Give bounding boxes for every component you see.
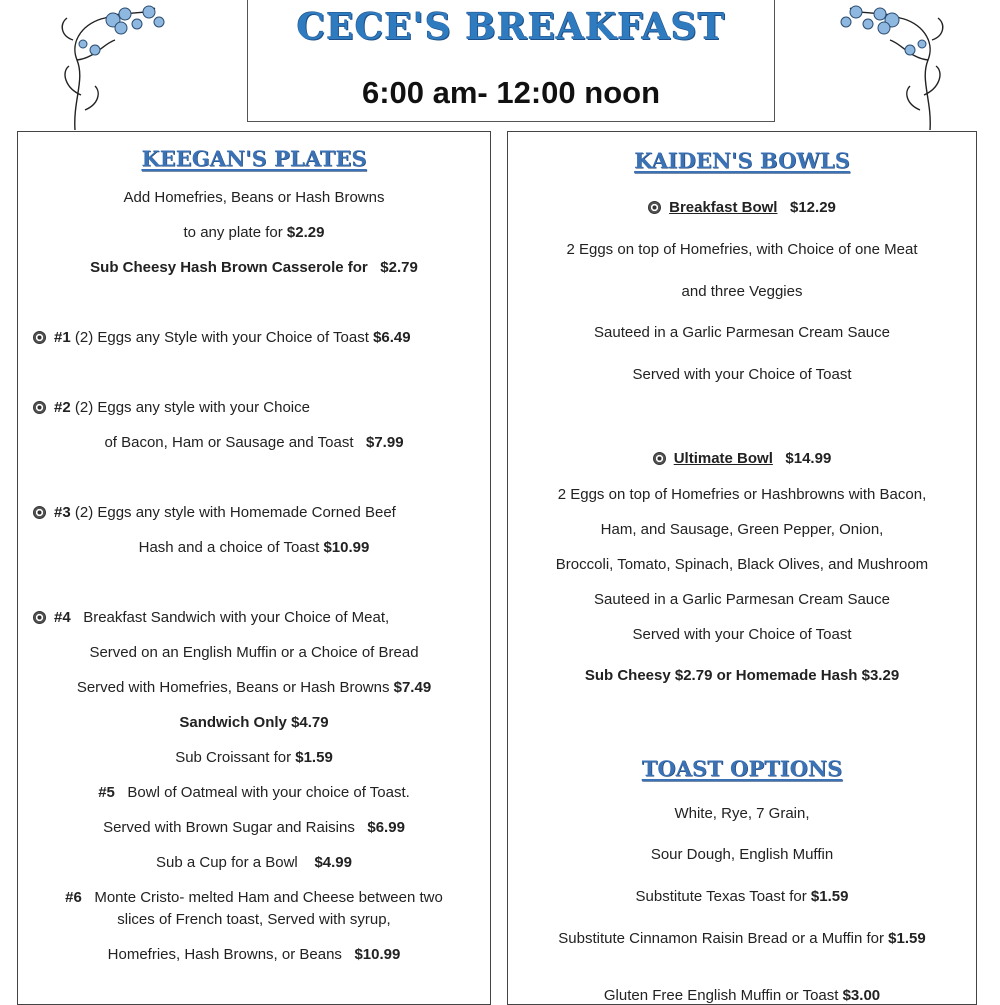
kaidens-bowls-panel bbox=[507, 131, 977, 1005]
breakfast-bowl-desc-4: Served with your Choice of Toast bbox=[632, 366, 852, 383]
breakfast-bowl-heading: Breakfast Bowl $12.29 bbox=[508, 199, 976, 216]
texas-toast-line: Substitute Texas Toast for $1.59 bbox=[635, 888, 849, 905]
plate-item-2-line-2: of Bacon, Ham or Sausage and Toast $7.99 bbox=[104, 434, 404, 451]
toast-line-1: White, Rye, 7 Grain, bbox=[674, 805, 810, 822]
kaidens-bowls-title: KAIDEN'S BOWLS bbox=[634, 148, 850, 173]
breakfast-bowl-desc-1: 2 Eggs on top of Homefries, with Choice of one Meat bbox=[566, 241, 918, 258]
gluten-free-line: Gluten Free English Muffin or Toast $3.00 bbox=[603, 987, 881, 1004]
plate-item-4-line-2: Served on an English Muffin or a Choice of Bread bbox=[89, 644, 419, 661]
sandwich-only-line: Sandwich Only $4.79 bbox=[179, 714, 329, 731]
ultimate-bowl-desc-5: Served with your Choice of Toast bbox=[632, 626, 852, 643]
toast-options-title: TOAST OPTIONS bbox=[641, 756, 843, 781]
plate-item-5: #5 Bowl of Oatmeal with your choice of Toast. bbox=[98, 784, 410, 801]
ultimate-bowl-heading: Ultimate Bowl $14.99 bbox=[508, 450, 976, 467]
plate-item-2: #2 (2) Eggs any style with your Choice bbox=[33, 399, 490, 416]
ultimate-bowl-desc-4: Sauteed in a Garlic Parmesan Cream Sauce bbox=[594, 591, 890, 608]
sub-cup-line: Sub a Cup for a Bowl $4.99 bbox=[156, 854, 352, 871]
ultimate-bowl-desc-3: Broccoli, Tomato, Spinach, Black Olives, and Mushroom bbox=[555, 556, 929, 573]
keegans-plates-title: KEEGAN'S PLATES bbox=[141, 146, 367, 171]
hours-text: 6:00 am- 12:00 noon bbox=[361, 75, 661, 110]
plate-item-4-line-3: Served with Homefries, Beans or Hash Browns $7.49 bbox=[76, 679, 432, 696]
header-box bbox=[247, 0, 775, 122]
sub-cheesy-line: Sub Cheesy Hash Brown Casserole for $2.79 bbox=[90, 259, 418, 276]
plate-item-4: #4 Breakfast Sandwich with your Choice of Meat, bbox=[33, 609, 490, 626]
bullet-icon bbox=[33, 506, 46, 519]
bullet-icon bbox=[33, 401, 46, 414]
add-sides-price-line: to any plate for $2.29 bbox=[183, 224, 325, 241]
cinnamon-raisin-line: Substitute Cinnamon Raisin Bread or a Muffin for $1.59 bbox=[558, 930, 926, 947]
toast-line-2: Sour Dough, English Muffin bbox=[650, 846, 834, 863]
sub-croissant-line: Sub Croissant for $1.59 bbox=[175, 749, 333, 766]
plate-item-3: #3 (2) Eggs any style with Homemade Corned Beef bbox=[33, 504, 490, 521]
plate-item-6: #6 Monte Cristo- melted Ham and Cheese between two bbox=[65, 889, 443, 906]
ultimate-bowl-sub-line: Sub Cheesy $2.79 or Homemade Hash $3.29 bbox=[584, 667, 900, 684]
breakfast-bowl-desc-3: Sauteed in a Garlic Parmesan Cream Sauce bbox=[594, 324, 890, 341]
plate-item-3-line-2: Hash and a choice of Toast $10.99 bbox=[138, 539, 370, 556]
ultimate-bowl-desc-2: Ham, and Sausage, Green Pepper, Onion, bbox=[600, 521, 884, 538]
menu-title: CECE'S BREAKFAST bbox=[296, 6, 726, 48]
bullet-icon bbox=[653, 452, 666, 465]
bullet-icon bbox=[648, 201, 661, 214]
plate-item-6-line-3: Homefries, Hash Browns, or Beans $10.99 bbox=[107, 946, 401, 963]
bullet-icon bbox=[33, 331, 46, 344]
plate-item-5-line-2: Served with Brown Sugar and Raisins $6.99 bbox=[103, 819, 405, 836]
keegans-plates-panel bbox=[17, 131, 491, 1005]
ultimate-bowl-desc-1: 2 Eggs on top of Homefries or Hashbrowns with Bacon, bbox=[557, 486, 927, 503]
breakfast-bowl-desc-2: and three Veggies bbox=[681, 283, 803, 300]
plate-item-6-line-2: slices of French toast, Served with syrup, bbox=[117, 911, 391, 928]
floral-ornament-right bbox=[790, 0, 950, 130]
add-sides-line: Add Homefries, Beans or Hash Browns bbox=[123, 189, 385, 206]
plate-item-1: #1 (2) Eggs any Style with your Choice of Toast $6.49 bbox=[33, 329, 490, 346]
floral-ornament-left bbox=[55, 0, 205, 130]
bullet-icon bbox=[33, 611, 46, 624]
